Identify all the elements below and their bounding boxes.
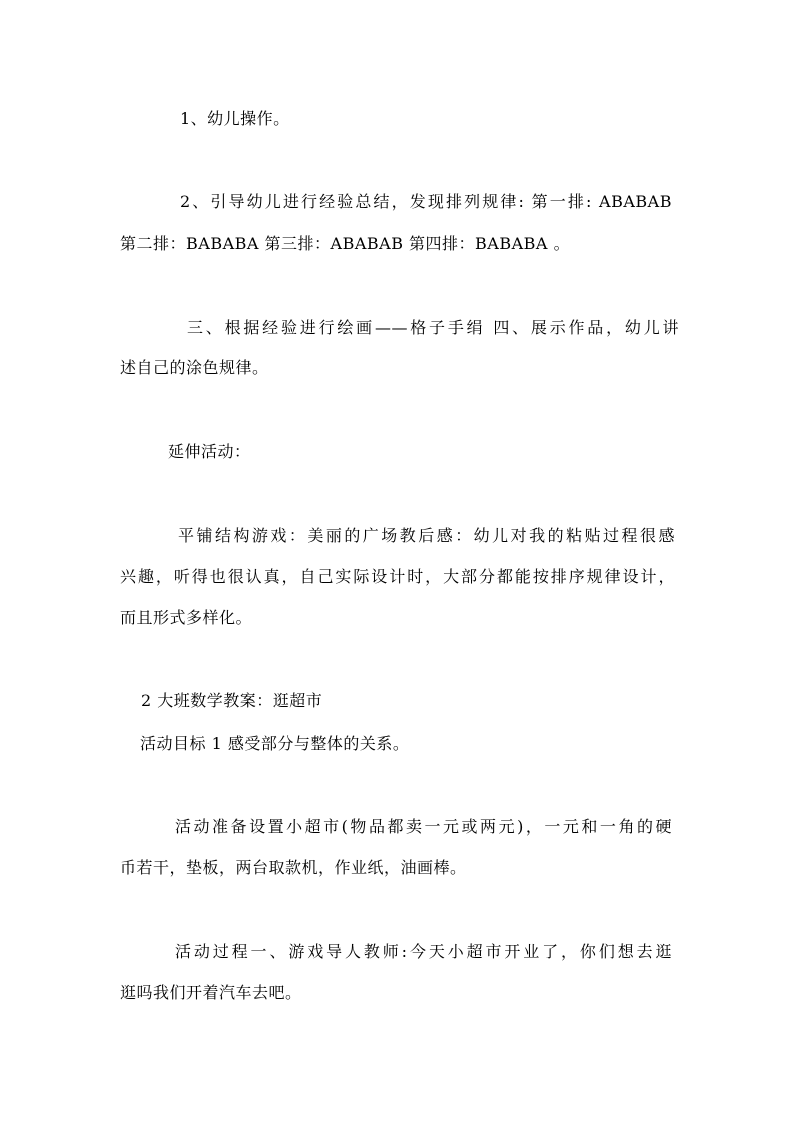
paragraph-extension-line-3: 而且形式多样化。 — [120, 608, 253, 627]
paragraph-objective: 活动目标 1 感受部分与整体的关系。 — [140, 734, 410, 753]
section-heading-extension: 延伸活动： — [168, 442, 251, 461]
paragraph-step-3-line-1: 三、根据经验进行绘画——格子手绢 四、展示作品，幼儿讲 — [187, 318, 679, 337]
paragraph-extension-line-2: 兴趣，听得也很认真，自己实际设计时，大部分都能按排序规律设计， — [120, 567, 675, 586]
paragraph-preparation-line-1: 活动准备设置小超市(物品都卖一元或两元)，一元和一角的硬 — [175, 817, 672, 836]
paragraph-extension-line-1: 平铺结构游戏：美丽的广场教后感：幼儿对我的粘贴过程很感 — [178, 526, 675, 545]
paragraph-process-line-2: 逛吗我们开着汽车去吧。 — [120, 983, 302, 1002]
paragraph-process-line-1: 活动过程一、游戏导人教师:今天小超市开业了，你们想去逛 — [175, 942, 672, 961]
paragraph-preparation-line-2: 币若干，垫板，两台取款机，作业纸，油画棒。 — [120, 858, 467, 877]
paragraph-step-2-line-2: 第二排：BABABA 第三排：ABABAB 第四排：BABABA 。 — [120, 234, 571, 253]
paragraph-step-2-line-1: 2、引导幼儿进行经验总结，发现排列规律: 第一排: ABABAB — [180, 192, 672, 211]
paragraph-step-1: 1、幼儿操作。 — [180, 109, 290, 128]
lesson-title: 2 大班数学教案：逛超市 — [141, 691, 323, 710]
paragraph-step-3-line-2: 述自己的涂色规律。 — [120, 358, 269, 377]
